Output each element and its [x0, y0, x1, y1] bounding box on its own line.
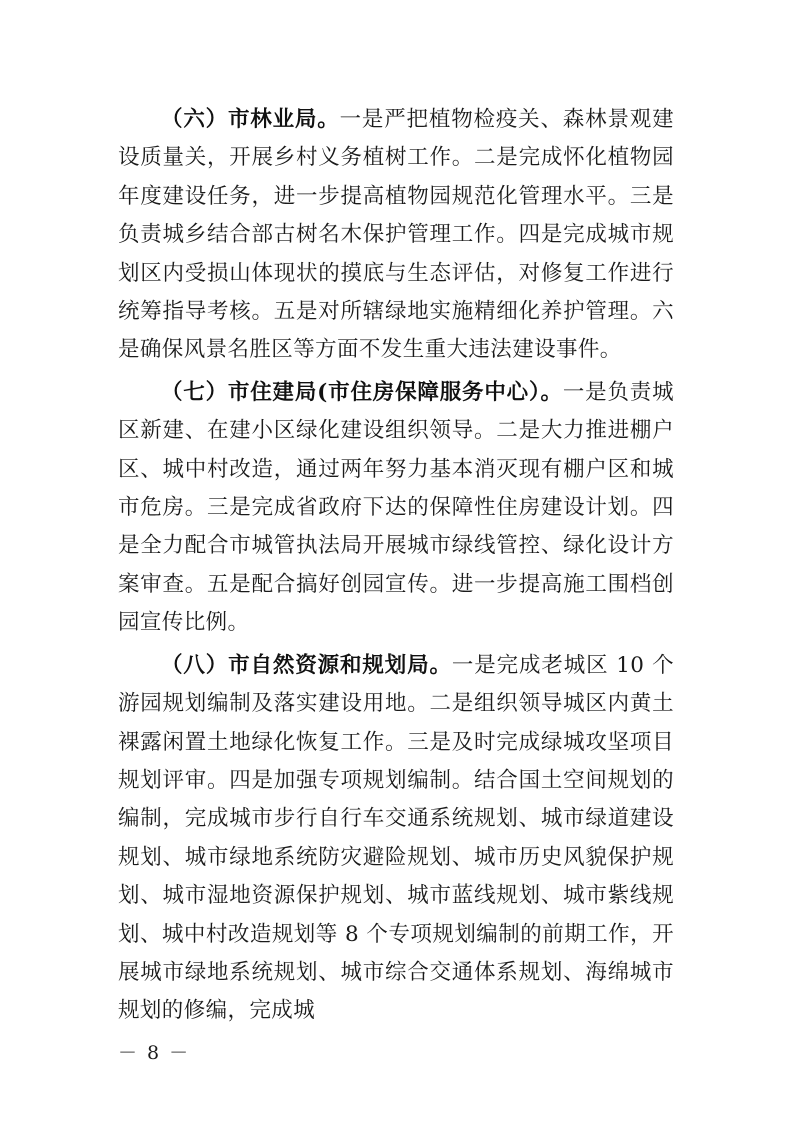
paragraph-heading: （六）市林业局。: [161, 107, 340, 132]
paragraph-text: 一是负责城区新建、在建小区绿化建设组织领导。二是大力推进棚户区、城中村改造，通过两年努力基本消灭现有棚户区和城市危房。三是完成省政府下达的保障性住房建设计划。四是全力配合市城管执法局开展城市绿线管控、绿化设计方案审查。五是配合搞好创园宣传。进一步提高施工围档创园宣传比例。: [118, 379, 674, 636]
paragraph-text: 一是严把植物检疫关、森林景观建设质量关，开展乡村义务植树工作。二是完成怀化植物园年度建设任务，进一步提高植物园规范化管理水平。三是负责城乡结合部古树名木保护管理工作。四是完成城市规划区内受损山体现状的摸底与生态评估，对修复工作进行统筹指导考核。五是对所辖绿地实施精细化养护管理。六是确保风景名胜区等方面不发生重大违法建设事件。: [118, 107, 674, 363]
paragraph-text: 一是完成老城区 10 个游园规划编制及落实建设用地。二是组织领导城区内黄土裸露闲置土地绿化恢复工作。三是及时完成绿城攻坚项目规划评审。四是加强专项规划编制。结合国土空间规划的编制，完成城市步行自行车交通系统规划、城市绿道建设规划、城市绿地系统防灾避险规划、城市历史风貌保护规划、城市湿地资源保护规划、城市蓝线规划、城市紫线规划、城中村改造规划等 8 个专项规划编制的前期工作，开展城市绿地系统规划、城市综合交通体系规划、海绵城市规划的修编，完成城: [118, 652, 675, 1024]
paragraph-housing-bureau: [118, 374, 674, 643]
paragraph-heading: （八）市自然资源和规划局。: [161, 652, 452, 678]
page-number: － 8 －: [118, 1042, 191, 1064]
paragraph-forestry-bureau: [118, 101, 674, 370]
document-body: [118, 101, 674, 1035]
paragraph-heading: （七）市住建局(市住房保障服务中心）。: [161, 379, 563, 405]
paragraph-natural-resources-bureau: [118, 647, 674, 1031]
